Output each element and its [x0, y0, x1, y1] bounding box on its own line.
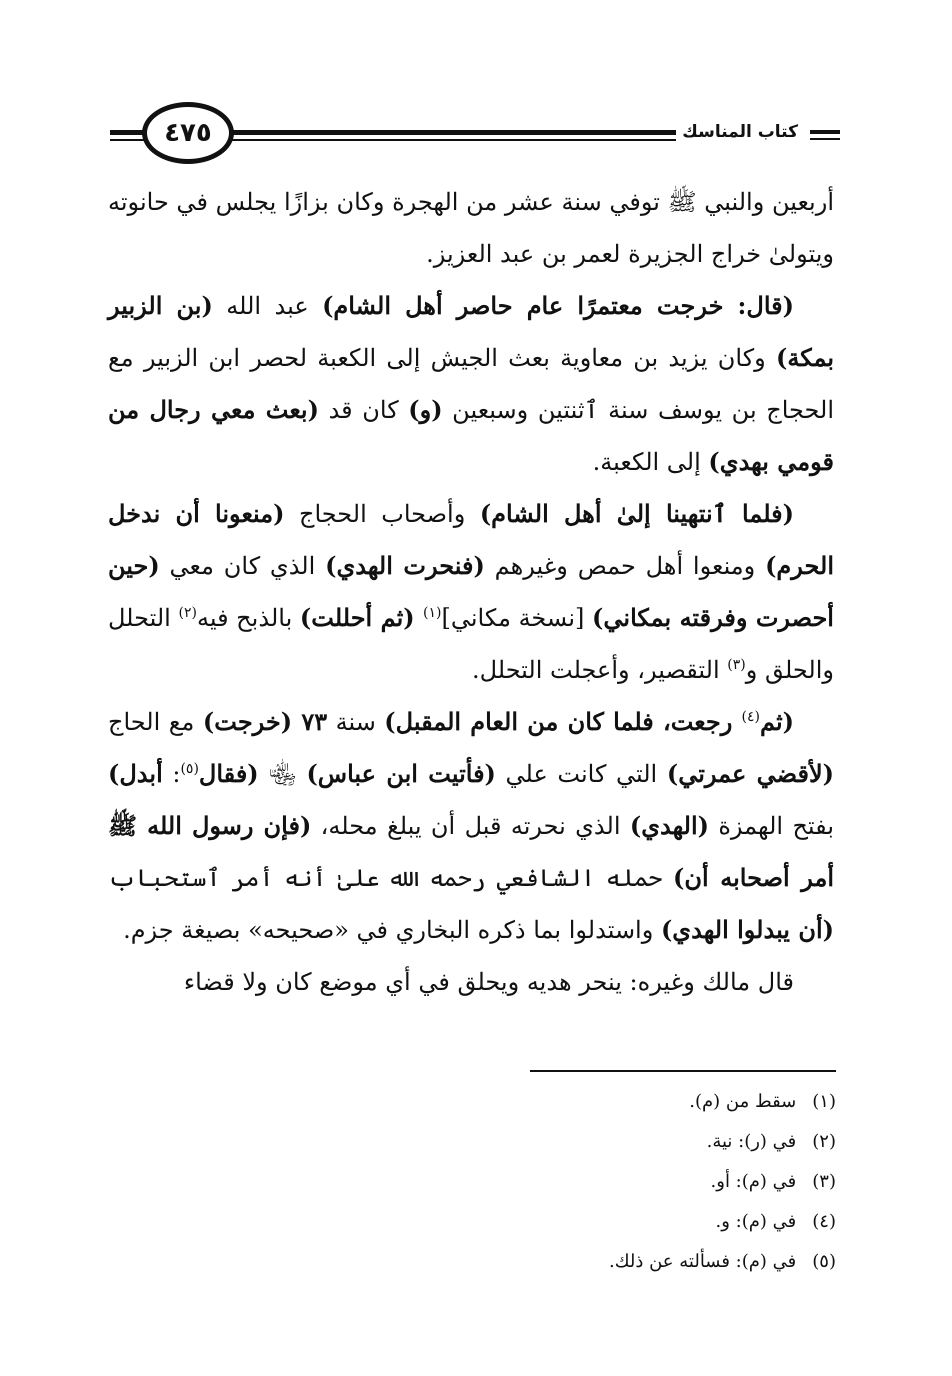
matn-text: (الهدي) — [629, 811, 709, 840]
footnote-ref: (٢) — [178, 605, 197, 621]
matn-text: (فلما ٱنتهينا إلىٰ أهل الشام) — [479, 499, 794, 528]
matn-text: (و) — [408, 395, 443, 424]
footnote-item — [420, 1242, 836, 1282]
commentary-text: حمله الشافعي رحمه الله علىٰ أنه أمر ٱستحباب — [108, 864, 674, 892]
commentary-text: [نسخة مكاني] — [441, 604, 593, 632]
paragraph-3 — [108, 488, 834, 696]
matn-text: (فنحرت الهدي) — [325, 551, 485, 580]
matn-text: (حين أحصرت وفرقته بمكاني) — [108, 551, 834, 632]
paragraph-2 — [108, 280, 834, 488]
footnote-item — [420, 1202, 836, 1242]
footnote-item — [420, 1122, 836, 1162]
matn-text: (أن يبدلوا الهدي) — [660, 915, 834, 944]
footnote-item — [420, 1162, 836, 1202]
main-text — [108, 176, 834, 1008]
footnote-text: في (ر): نية. — [706, 1131, 797, 1152]
footnote-number: (٣) — [812, 1171, 836, 1192]
matn-text: (لأقضي عمرتي) — [666, 759, 834, 788]
footnote-number: (١) — [812, 1091, 836, 1112]
footnote-text: في (م): أو. — [710, 1171, 797, 1192]
matn-text: (ثم أحللت) — [299, 603, 423, 632]
commentary-text: سنة — [327, 708, 385, 736]
matn-text: (منعونا أن ندخل الحرم) — [108, 499, 834, 580]
commentary-text: واستدلوا بما ذكره البخاري في «صحيحه» بصيغة جزم. — [123, 916, 661, 944]
footnote-number: (٥) — [812, 1251, 836, 1272]
commentary-text: الذي كان معي — [159, 552, 326, 580]
matn-text: (فإن رسول الله ﷺ أمر أصحابه أن) — [108, 811, 835, 892]
footnote-separator — [530, 1070, 836, 1072]
matn-text: (بن الزبير بمكة) — [108, 291, 834, 372]
commentary-text: وأصحاب الحجاج — [284, 500, 480, 528]
footnote-ref: (٥) — [180, 761, 199, 777]
commentary-text: مع الحاج — [108, 708, 203, 736]
commentary-text: عبد الله — [212, 292, 323, 320]
footnote-text: سقط من (م). — [689, 1091, 797, 1112]
matn-text: (قال: خرجت معتمرًا عام حاصر أهل الشام) — [322, 291, 794, 320]
footnote-item — [420, 1082, 836, 1122]
footnote-ref: (٣) — [727, 657, 746, 673]
matn-text: (خرجت) — [202, 707, 302, 736]
header-rule-right-thick — [810, 130, 840, 134]
paragraph-5: قال مالك وغيره: ينحر هديه ويحلق في أي موضع كان ولا قضاء — [183, 968, 794, 996]
commentary-text: ﵄ — [258, 760, 307, 788]
commentary-text: وكان يزيد بن معاوية بعث الجيش إلى الكعبة لحصر ابن الزبير مع الحجاج بن يوسف سنة ٱثنتين وسبعين — [108, 344, 835, 424]
matn-text: (فأتيت ابن عباس) — [306, 759, 496, 788]
commentary-text: ومنعوا أهل حمص وغيرهم — [484, 552, 766, 580]
matn-text: (ثم — [759, 707, 794, 736]
paragraph-1: أربعين والنبي ﷺ توفي سنة عشر من الهجرة وكان بزازًا يجلس في حانوته ويتولىٰ خراج الجزيرة لعمر بن عبد العزيز. — [108, 188, 834, 268]
footnote-ref: (١) — [422, 605, 442, 621]
footnote-number: (٤) — [812, 1211, 836, 1232]
commentary-text: التحلل والحلق و — [108, 604, 834, 684]
paragraph-4 — [108, 696, 834, 956]
commentary-text: كان قد — [318, 396, 409, 424]
matn-text: (بعث معي رجال من قومي بهدي) — [108, 395, 834, 476]
page-number: ٤٧٥ — [164, 118, 212, 148]
footnote-text: في (م): فسألته عن ذلك. — [608, 1251, 797, 1272]
commentary-text: التقصير، وأعجلت التحلل. — [471, 656, 728, 684]
matn-text: (فقال — [198, 759, 259, 788]
commentary-text: بفتح الهمزة — [709, 812, 834, 840]
page-number-badge — [142, 102, 234, 164]
commentary-text: الذي نحرته قبل أن يبلغ محله، — [311, 812, 630, 840]
commentary-text: بالذبح فيه — [196, 604, 300, 632]
matn-text: ٧٣ — [301, 707, 328, 736]
matn-text: رجعت، فلما كان من العام المقبل) — [384, 707, 742, 736]
commentary-text: إلى الكعبة. — [592, 448, 709, 476]
commentary-text: التي كانت علي — [495, 760, 667, 788]
running-title: كتاب المناسك — [676, 122, 804, 142]
page-header — [100, 100, 840, 170]
footnote-text: في (م): و. — [715, 1211, 797, 1232]
header-rule-right-thin — [810, 138, 840, 140]
matn-text: أبدل) — [108, 759, 163, 788]
footnotes — [420, 1082, 836, 1282]
commentary-text: : — [162, 760, 181, 788]
footnote-ref: (٤) — [741, 709, 760, 725]
footnote-number: (٢) — [812, 1131, 836, 1152]
